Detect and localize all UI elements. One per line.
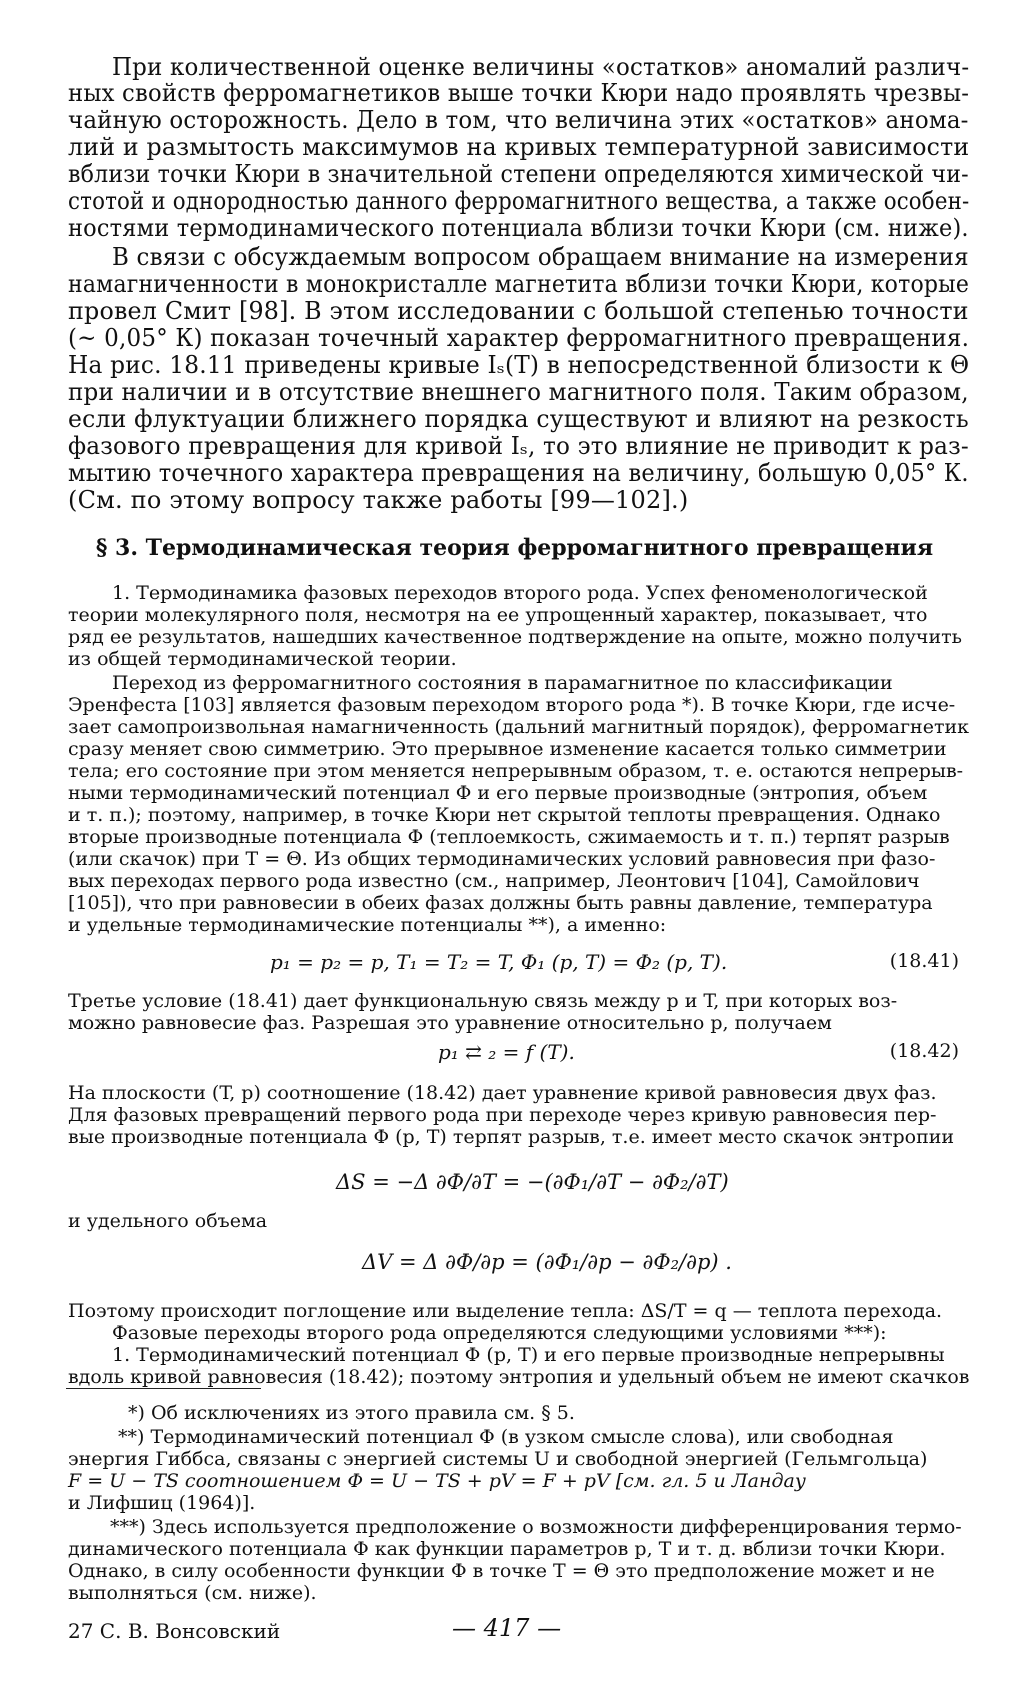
paragraph-line: лий и размытость максимумов на кривых температурной зависимости	[68, 133, 970, 161]
paragraph-line: При количественной оценке величины «остатков» аномалий различ-	[112, 53, 970, 81]
body-line: вых переходах первого рода известно (см., например, Леонтович [104], Самойлович	[68, 870, 920, 892]
paragraph-line: В связи с обсуждаемым вопросом обращаем внимание на измерения	[112, 243, 969, 271]
body-line: ными термодинамический потенциал Φ и его первые производные (энтропия, объем	[68, 782, 928, 804]
footnote-line: F = U − TS соотношением Φ = U − TS + pV = F + pV [см. гл. 5 и Ландау	[68, 1470, 806, 1492]
body-line: и удельные термодинамические потенциалы **), а именно:	[68, 914, 667, 936]
paragraph-line: ных свойств ферромагнетиков выше точки Кюри надо проявлять чрезвы-	[68, 79, 970, 107]
body-line: тела; его состояние при этом меняется непрерывным образом, т. е. остаются непрерыв-	[68, 760, 964, 782]
paragraph-line: если флуктуации ближнего порядка существуют и влияют на резкость	[68, 405, 969, 433]
footnote-line: энергия Гиббса, связаны с энергией системы U и свободной энергией (Гельмгольца)	[68, 1448, 928, 1470]
paragraph-line: фазового превращения для кривой Iₛ, то это влияние не приводит к раз-	[68, 432, 969, 460]
body-line: Поэтому происходит поглощение или выделение тепла: ΔS/T = q — теплота перехода.	[68, 1300, 943, 1322]
paragraph-line: стотой и однородностью данного ферромагнитного вещества, а также особен-	[68, 187, 970, 215]
body-line: вдоль кривой равновесия (18.42); поэтому энтропия и удельный объем не имеют скачков	[68, 1366, 970, 1388]
paragraph-line: (~ 0,05° К) показан точечный характер ферромагнитного превращения.	[68, 324, 970, 352]
equation-volume-jump: ΔV = Δ ∂Φ/∂p = (∂Φ₁/∂p − ∂Φ₂/∂p) .	[362, 1250, 732, 1274]
section-title: § 3. Термодинамическая теория ферромагнитного превращения	[95, 535, 934, 561]
paragraph-line: На рис. 18.11 приведены кривые Iₛ(T) в непосредственной близости к Θ	[68, 351, 970, 379]
footnote-line: выполняться (см. ниже).	[68, 1582, 317, 1604]
body-line: (или скачок) при T = Θ. Из общих термодинамических условий равновесия при фазо-	[68, 848, 936, 870]
paragraph-line: ностями термодинамического потенциала вблизи точки Кюри (см. ниже).	[68, 214, 969, 242]
paragraph-line: чайную осторожность. Дело в том, что величина этих «остатков» анома-	[68, 106, 969, 134]
body-line: можно равновесие фаз. Разрешая это уравнение относительно p, получаем	[68, 1012, 832, 1034]
body-line: Для фазовых превращений первого рода при переходе через кривую равновесия пер-	[68, 1104, 937, 1126]
paragraph-line: (См. по этому вопросу также работы [99—102].)	[68, 486, 689, 514]
equation-18-42: p₁ ⇄ ₂ = f (T).	[438, 1040, 575, 1064]
body-line: сразу меняет свою симметрию. Это прерывное изменение касается только симметрии	[68, 738, 947, 760]
paragraph-line: намагниченности в монокристалле магнетита вблизи точки Кюри, которые	[68, 270, 970, 298]
body-line: из общей термодинамической теории.	[68, 648, 457, 670]
page-number: — 417 —	[452, 1614, 562, 1642]
footnote-line: **) Термодинамический потенциал Φ (в узком смысле слова), или свободная	[118, 1426, 894, 1448]
body-line: зает самопроизвольная намагниченность (дальний магнитный порядок), ферромагнетик	[68, 716, 969, 738]
footnote-line: ***) Здесь используется предположение о возможности дифференцирования термо-	[110, 1516, 962, 1538]
body-line: и удельного объема	[68, 1210, 268, 1232]
body-line: Фазовые переходы второго рода определяются следующими условиями ***):	[112, 1322, 887, 1344]
body-line: ряд ее результатов, нашедших качественное подтверждение на опыте, можно получить	[68, 626, 962, 648]
equation-entropy-jump: ΔS = −Δ ∂Φ/∂T = −(∂Φ₁/∂T − ∂Φ₂/∂T)	[336, 1170, 729, 1194]
body-line: вые производные потенциала Φ (p, T) терпят разрыв, т.е. имеет место скачок энтропии	[68, 1126, 955, 1148]
equation-number: (18.42)	[889, 1040, 959, 1062]
equation-18-41: p₁ = p₂ = p, T₁ = T₂ = T, Φ₁ (p, T) = Φ₂ (p, T).	[270, 950, 728, 974]
footnote-line: динамического потенциала Φ как функции параметров p, T и т. д. вблизи точки Кюри.	[68, 1538, 946, 1560]
body-line: 1. Термодинамический потенциал Φ (p, T) и его первые производные непрерывны	[112, 1344, 945, 1366]
body-line: Переход из ферромагнитного состояния в парамагнитное по классификации	[112, 672, 893, 694]
body-line: На плоскости (T, p) соотношение (18.42) дает уравнение кривой равновесия двух фаз.	[68, 1082, 937, 1104]
body-line: Эренфеста [103] является фазовым переходом второго рода *). В точке Кюри, где исче-	[68, 694, 956, 716]
body-line: 1. Термодинамика фазовых переходов второго рода. Успех феноменологической	[112, 582, 928, 604]
body-line: и т. п.); поэтому, например, в точке Кюри нет скрытой теплоты превращения. Однако	[68, 804, 941, 826]
paragraph-line: мытию точечного характера превращения на величину, большую 0,05° К.	[68, 459, 969, 487]
body-line: теории молекулярного поля, несмотря на ее упрощенный характер, показывает, что	[68, 604, 928, 626]
footnote-line: и Лифшиц (1964)].	[68, 1492, 256, 1514]
equation-number: (18.41)	[889, 950, 959, 972]
footnote-divider	[66, 1388, 261, 1389]
footnote-line: Однако, в силу особенности функции Φ в точке T = Θ это предположение может и не	[68, 1560, 935, 1582]
footnote-line: *) Об исключениях из этого правила см. § 5.	[128, 1402, 575, 1424]
paragraph-line: вблизи точки Кюри в значительной степени определяются химической чи-	[68, 160, 969, 188]
body-line: [105]), что при равновесии в обеих фазах должны быть равны давление, температура	[68, 892, 933, 914]
paragraph-line: при наличии и в отсутствие внешнего магнитного поля. Таким образом,	[68, 378, 969, 406]
paragraph-line: провел Смит [98]. В этом исследовании с большой степенью точности	[68, 297, 969, 325]
author-signature: 27 С. В. Вонсовский	[68, 1619, 281, 1643]
body-line: вторые производные потенциала Φ (теплоемкость, сжимаемость и т. п.) терпят разрыв	[68, 826, 950, 848]
body-line: Третье условие (18.41) дает функциональную связь между p и T, при которых воз-	[68, 990, 898, 1012]
